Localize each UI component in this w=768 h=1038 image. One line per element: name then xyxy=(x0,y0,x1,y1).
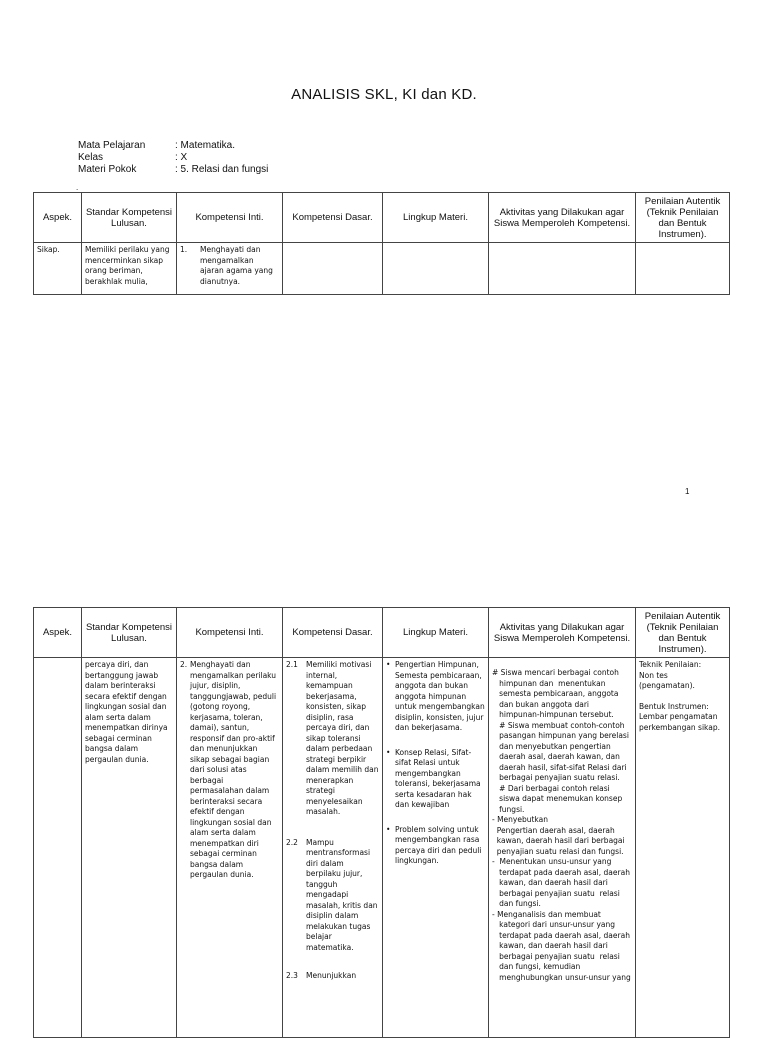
aktivitas-line: dan bukan anggota dari xyxy=(492,699,590,709)
ki-text: Menghayati dan mengamalkan perilaku jujur, disiplin, tanggungjawab, peduli (gotong royong, kerjasama, toleran, damai), santun, responsif dan pro-aktif dan menunjukkan sikap sebagai bagian dari solusi atas berbagai permasalahan dalam berinteraksi secara efektif dengan lingkungan sosial dan alam serta dalam menempatkan diri sebagai cerminan bangsa dalam pergaulan dunia. xyxy=(190,660,277,879)
analysis-table-page1 xyxy=(33,192,730,295)
cell-aktivitas xyxy=(489,658,636,1038)
aktivitas-line: menghubungkan unsur-unsur yang xyxy=(492,972,631,982)
topic-label: Materi Pokok xyxy=(78,164,137,175)
aktivitas-line: dan menyebutkan pengertian xyxy=(492,741,611,751)
header-ki: Kompetensi Inti. xyxy=(177,193,283,243)
header-skl: Standar Kompetensi Lulusan. xyxy=(82,608,177,658)
header-lingkup: Lingkup Materi. xyxy=(383,608,489,658)
analysis-table-page2 xyxy=(33,607,730,1038)
cell-penilaian xyxy=(636,658,730,1038)
ki-text: Menghayati dan mengamalkan ajaran agama yang dianutnya. xyxy=(200,245,273,286)
kd-item: 2.2 Mampu mentransformasi diri dalam berpilaku jujur, tangguh mengadapi masalah, kritis dan disiplin dalam melakukan tugas belajar matematika. xyxy=(286,837,378,952)
aktivitas-line: penyajian suatu relasi dan fungsi. xyxy=(492,846,624,856)
header-kd: Kompetensi Dasar. xyxy=(283,608,383,658)
header-aktivitas: Aktivitas yang Dilakukan agar Siswa Memperoleh Kompetensi. xyxy=(489,193,636,243)
meta-dot: . xyxy=(76,183,79,192)
cell-skl: Memiliki perilaku yang mencerminkan sikap orang beriman, berakhlak mulia, xyxy=(82,243,177,295)
ki-number: 1. xyxy=(180,245,188,254)
header-ki: Kompetensi Inti. xyxy=(177,608,283,658)
cell-aspek xyxy=(34,658,82,1038)
aktivitas-line: berbagai penyajian suatu relasi. xyxy=(492,773,620,782)
topic-value: : 5. Relasi dan fungsi xyxy=(175,164,269,175)
aktivitas-line: kawan, dan daerah hasil dari xyxy=(492,878,608,887)
aktivitas-line: # Dari berbagai contoh relasi xyxy=(492,783,610,793)
class-label: Kelas xyxy=(78,152,104,163)
header-aspek: Aspek. xyxy=(34,608,82,658)
aktivitas-line: himpunan dan menentukan xyxy=(492,678,606,688)
header-penilaian: Penilaian Autentik (Teknik Penilaian dan Bentuk Instrumen). xyxy=(636,608,730,658)
aktivitas-line: - Menentukan unsu-unsur yang xyxy=(492,857,612,866)
aktivitas-line: dan fungsi, kemudian xyxy=(492,962,581,971)
subject-value: : Matematika. xyxy=(175,140,236,151)
aktivitas-line: kawan, dan daerah hasil dari xyxy=(492,941,608,950)
lingkup-item: • Pengertian Himpunan, Semesta pembicaraan, anggota dan bukan anggota himpunan untuk mengembangkan disiplin, konsisten, jujur dan bekerjasama. xyxy=(386,660,485,732)
page-number: 1 xyxy=(685,487,690,496)
lingkup-item: • Problem solving untuk mengembangkan rasa percaya diri dan peduli lingkungan. xyxy=(386,824,482,865)
aktivitas-line: terdapat pada daerah asal, daerah xyxy=(492,867,630,877)
bentuk-value: Lembar pengamatan perkembangan sikap. xyxy=(639,712,721,732)
cell-penilaian xyxy=(636,243,730,295)
aktivitas-line: kawan, daerah hasil dari berbagai xyxy=(492,836,625,845)
document-title: ANALISIS SKL, KI dan KD. xyxy=(291,86,477,103)
cell-skl: percaya diri, dan bertanggung jawab dalam berinteraksi secara efektif dengan lingkungan sosial dan alam serta dalam menempatkan dirinya sebagai cerminan bangsa dalam pergaulan dunia. xyxy=(82,658,177,1038)
header-aktivitas: Aktivitas yang Dilakukan agar Siswa Memperoleh Kompetensi. xyxy=(489,608,636,658)
header-kd: Kompetensi Dasar. xyxy=(283,193,383,243)
aktivitas-line: Pengertian daerah asal, daerah xyxy=(492,825,615,835)
cell-aspek: Sikap. xyxy=(34,243,82,295)
cell-kd xyxy=(283,658,383,1038)
kd-item: 2.3 Menunjukkan xyxy=(286,971,357,980)
teknik-value: Non tes (pengamatan). xyxy=(639,670,695,690)
header-aspek: Aspek. xyxy=(34,193,82,243)
lingkup-item: • Konsep Relasi, Sifat-sifat Relasi untuk mengembangkan toleransi, bekerjasama serta kesadaran hak dan kewajiban xyxy=(386,747,481,809)
aktivitas-line: dan fungsi. xyxy=(492,899,541,908)
cell-kd xyxy=(283,243,383,295)
ki-number: 2. xyxy=(180,660,188,669)
aktivitas-list xyxy=(492,660,632,983)
aktivitas-line: daerah hasil, sifat-sifat Relasi dari xyxy=(492,762,627,772)
header-lingkup: Lingkup Materi. xyxy=(383,193,489,243)
cell-ki xyxy=(177,658,283,1038)
document-meta xyxy=(76,140,269,192)
aktivitas-line: fungsi. xyxy=(492,804,525,814)
aktivitas-line: berbagai penyajian suatu relasi xyxy=(492,888,620,898)
aktivitas-line: pasangan himpunan yang berelasi xyxy=(492,731,629,740)
cell-aktivitas xyxy=(489,243,636,295)
cell-ki xyxy=(177,243,283,295)
aktivitas-line: # Siswa membuat contoh-contoh xyxy=(492,720,625,730)
aktivitas-line: himpunan-himpunan tersebut. xyxy=(492,710,614,719)
header-penilaian: Penilaian Autentik (Teknik Penilaian dan Bentuk Instrumen). xyxy=(636,193,730,243)
aktivitas-line: berbagai penyajian suatu relasi xyxy=(492,951,620,961)
subject-label: Mata Pelajaran xyxy=(78,140,146,151)
aktivitas-line: kategori dari unsur-unsur yang xyxy=(492,920,615,929)
bentuk-label: Bentuk Instrumen: xyxy=(639,701,709,711)
aktivitas-line: - Menyebutkan xyxy=(492,815,548,824)
aktivitas-line: siswa dapat menemukan konsep xyxy=(492,794,623,803)
aktivitas-line: # Siswa mencari berbagai contoh xyxy=(492,668,619,677)
aktivitas-line: semesta pembicaraan, anggota xyxy=(492,689,619,698)
cell-lingkup xyxy=(383,658,489,1038)
kd-item: 2.1 Memiliki motivasi internal, kemampuan bekerjasama, konsisten, sikap disiplin, rasa percaya diri, dan sikap toleransi dalam perbedaan strategi berpikir dalam memilih dan menerapkan strategi menyelesaikan masalah. xyxy=(286,660,379,816)
cell-lingkup xyxy=(383,243,489,295)
aktivitas-line: - Menganalisis dan membuat xyxy=(492,909,601,919)
aktivitas-line: daerah asal, daerah kawan, dan xyxy=(492,752,620,761)
teknik-label: Teknik Penilaian: xyxy=(639,660,702,669)
class-value: : X xyxy=(175,152,188,163)
aktivitas-line: terdapat pada daerah asal, daerah xyxy=(492,930,630,940)
header-skl: Standar Kompetensi Lulusan. xyxy=(82,193,177,243)
